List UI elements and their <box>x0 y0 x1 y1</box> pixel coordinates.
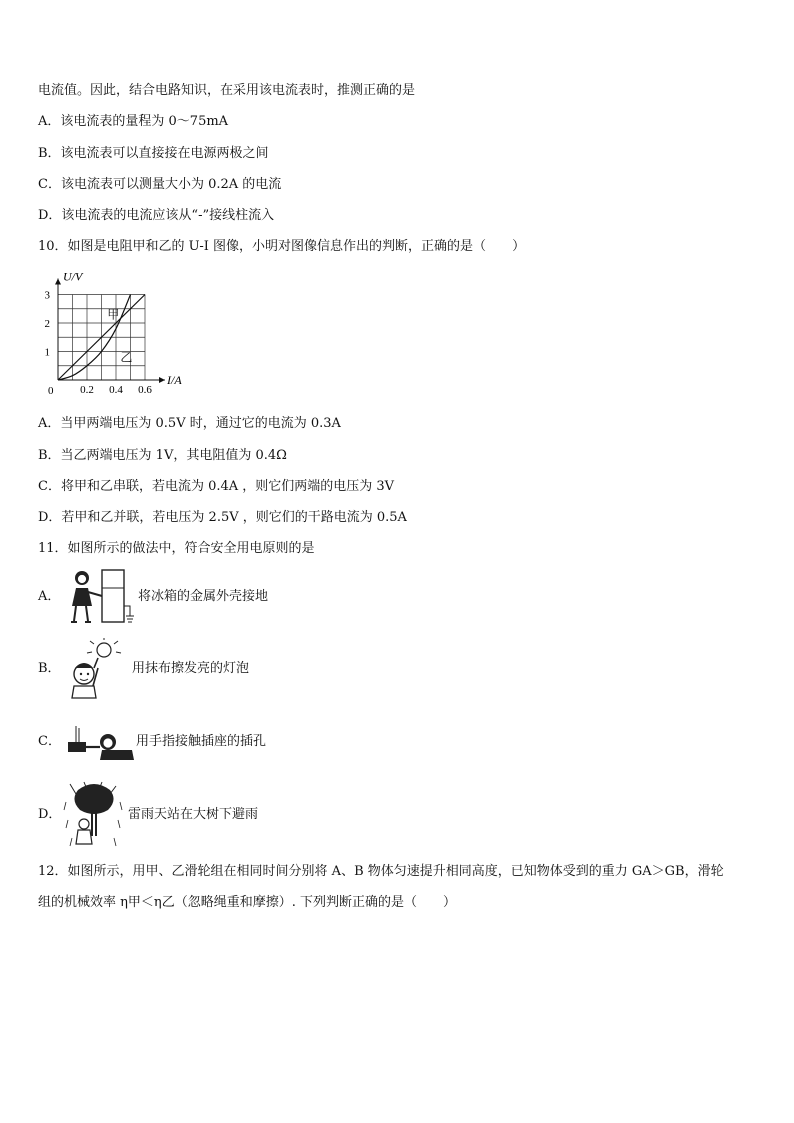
q10-option-c: C．将甲和乙串联，若电流为 0.4A ，则它们两端的电压为 3V <box>38 479 395 494</box>
origin-label: 0 <box>48 385 54 395</box>
x-tick-label: 0.6 <box>138 384 152 395</box>
q11-b-letter: B． <box>38 661 61 676</box>
x-axis-label: I/A <box>167 373 182 387</box>
y-axis-arrow <box>55 279 61 285</box>
q11-a-letter: A． <box>38 589 61 604</box>
q10-stem: 10．如图是电阻甲和乙的 U-I 图像，小明对图像信息作出的判断，正确的是（ ） <box>38 239 526 254</box>
q12-stem-line1: 12．如图所示，用甲、乙滑轮组在相同时间分别将 A、B 物体匀速提升相同高度，已知物体受到的重力 GA＞GB，滑轮 <box>38 864 724 879</box>
ui-chart <box>38 265 238 395</box>
wiping-lamp-picture <box>62 638 130 700</box>
y-tick-label: 3 <box>44 289 50 302</box>
x-tick-label: 0.4 <box>109 384 123 395</box>
series-label-jia: 甲 <box>107 307 120 322</box>
line-intro: 电流值。因此，结合电路知识，在采用该电流表时，推测正确的是 <box>38 83 416 98</box>
q9-option-a: A．该电流表的量程为 0～75mA <box>38 114 229 129</box>
q11-c-letter: C． <box>38 734 61 749</box>
tree-in-thunderstorm-picture <box>62 780 126 850</box>
q11-d-text: 雷雨天站在大树下避雨 <box>128 807 259 822</box>
q11-a-text: 将冰箱的金属外壳接地 <box>138 589 269 604</box>
series-label-yi: 乙 <box>120 350 133 365</box>
y-tick-label: 2 <box>44 318 50 330</box>
q9-option-b: B．该电流表可以直接接在电源两极之间 <box>38 146 269 161</box>
q9-option-d: D．该电流表的电流应该从“-”接线柱流入 <box>38 208 275 223</box>
q11-c-text: 用手指接触插座的插孔 <box>136 734 267 749</box>
q11-stem: 11．如图所示的做法中，符合安全用电原则的是 <box>38 541 315 556</box>
q10-option-a: A．当甲两端电压为 0.5V 时，通过它的电流为 0.3A <box>38 416 341 431</box>
fridge-grounding-picture <box>62 566 136 626</box>
touching-socket-picture <box>62 716 136 764</box>
q11-b-text: 用抹布擦发亮的灯泡 <box>132 661 250 676</box>
y-axis-label: U/V <box>63 269 83 284</box>
y-tick-label: 1 <box>44 346 50 359</box>
q9-option-c: C．该电流表可以测量大小为 0.2A 的电流 <box>38 177 282 192</box>
q10-option-b: B．当乙两端电压为 1V，其电阻值为 0.4Ω <box>38 448 287 463</box>
x-axis-arrow <box>159 377 165 383</box>
q12-stem-line2: 组的机械效率 η甲＜η乙（忽略绳重和摩擦）. 下列判断正确的是（ ） <box>38 895 456 910</box>
q10-option-d: D．若甲和乙并联，若电压为 2.5V ，则它们的干路电流为 0.5A <box>38 510 407 525</box>
q11-d-letter: D． <box>38 807 62 822</box>
x-tick-label: 0.2 <box>80 384 94 395</box>
